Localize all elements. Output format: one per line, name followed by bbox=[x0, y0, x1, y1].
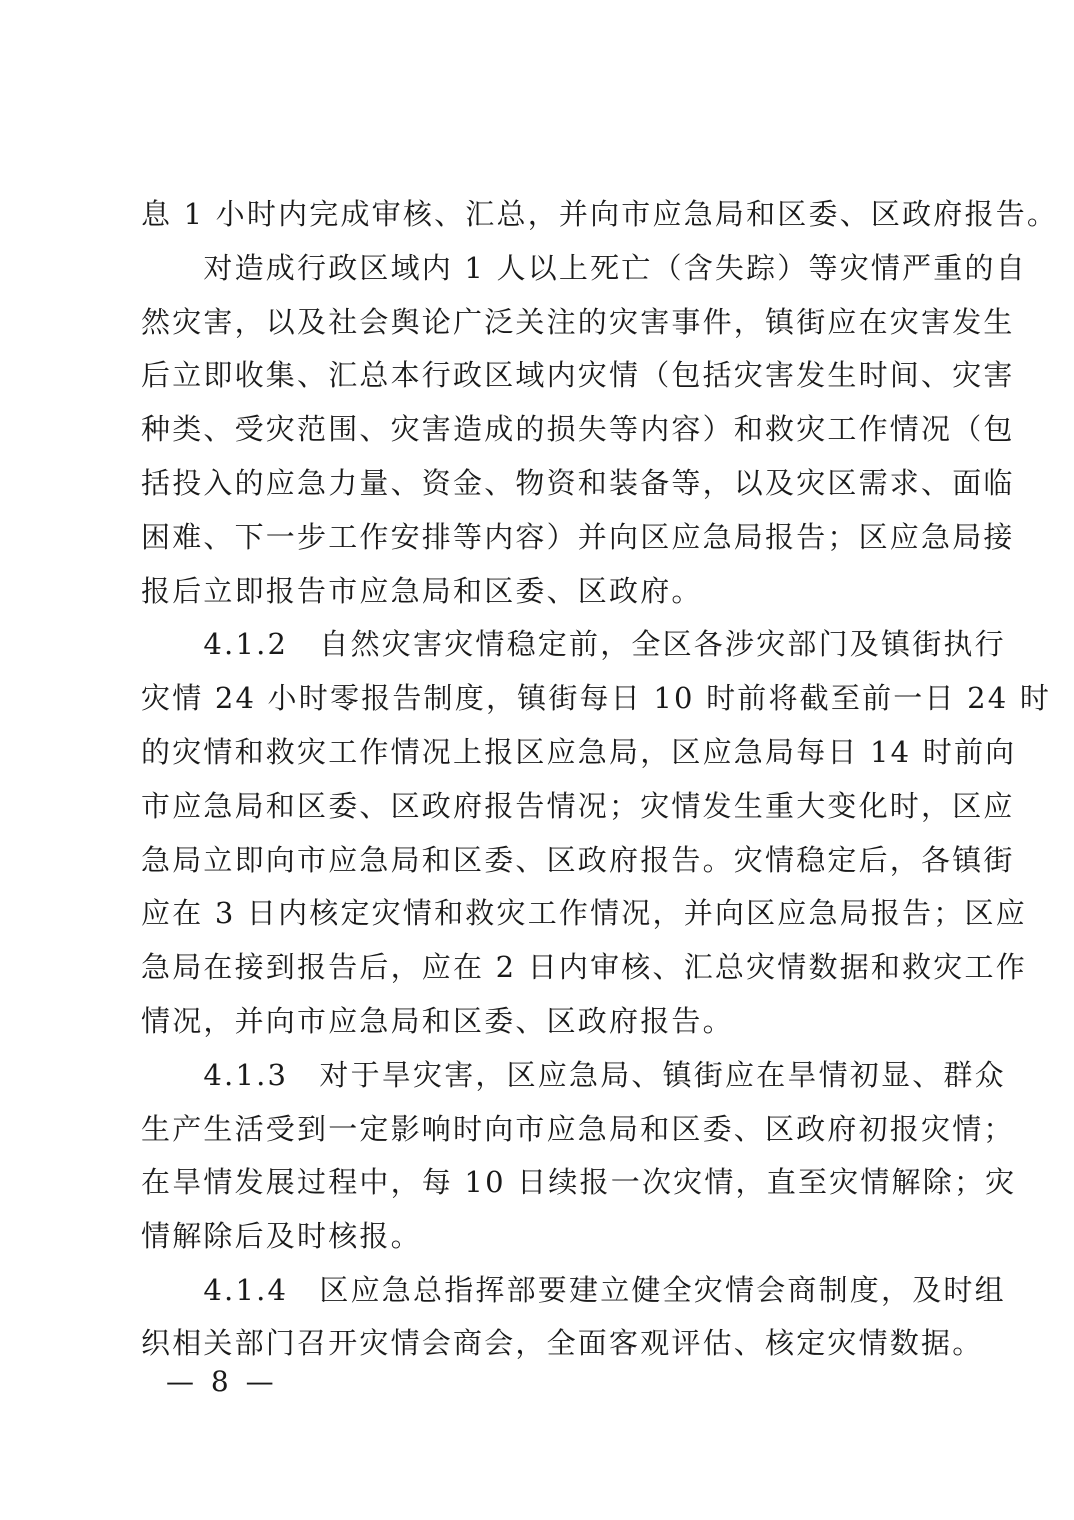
text-line: 情况，并向市应急局和区委、区政府报告。 bbox=[141, 1004, 734, 1038]
text-line: 4.1.2 自然灾害灾情稳定前，全区各涉灾部门及镇街执行 bbox=[141, 627, 1006, 661]
text-line: 4.1.3 对于旱灾害，区应急局、镇街应在旱情初显、群众 bbox=[141, 1058, 1006, 1092]
text-line: 然灾害，以及社会舆论广泛关注的灾害事件，镇街应在灾害发生 bbox=[141, 305, 1015, 339]
text-line: 报后立即报告市应急局和区委、区政府。 bbox=[141, 574, 703, 608]
text-line: 对造成行政区域内 1 人以上死亡（含失踪）等灾情严重的自 bbox=[141, 251, 1027, 285]
text-line: 在旱情发展过程中，每 10 日续报一次灾情，直至灾情解除；灾 bbox=[141, 1165, 1017, 1199]
text-line: 应在 3 日内核定灾情和救灾工作情况，并向区应急局报告；区应 bbox=[141, 896, 1027, 930]
text-line: 生产生活受到一定影响时向市应急局和区委、区政府初报灾情； bbox=[141, 1112, 1015, 1146]
text-line: 急局立即向市应急局和区委、区政府报告。灾情稳定后，各镇街 bbox=[141, 843, 1015, 877]
text-line: 急局在接到报告后，应在 2 日内审核、汇总灾情数据和救灾工作 bbox=[141, 950, 1027, 984]
text-line: 织相关部门召开灾情会商会，全面客观评估、核定灾情数据。 bbox=[141, 1326, 984, 1360]
text-line: 息 1 小时内完成审核、汇总，并向市应急局和区委、区政府报告。 bbox=[141, 197, 1059, 231]
text-line: 后立即收集、汇总本行政区域内灾情（包括灾害发生时间、灾害 bbox=[141, 358, 1015, 392]
text-line: 灾情 24 小时零报告制度，镇街每日 10 时前将截至前一日 24 时 bbox=[141, 681, 1052, 715]
text-line: 困难、下一步工作安排等内容）并向区应急局报告；区应急局接 bbox=[141, 520, 1015, 554]
text-line: 市应急局和区委、区政府报告情况；灾情发生重大变化时，区应 bbox=[141, 789, 1015, 823]
page-number: — 8 — bbox=[166, 1365, 278, 1398]
text-line: 括投入的应急力量、资金、物资和装备等，以及灾区需求、面临 bbox=[141, 466, 1015, 500]
text-line: 情解除后及时核报。 bbox=[141, 1219, 422, 1253]
text-line: 4.1.4 区应急总指挥部要建立健全灾情会商制度，及时组 bbox=[141, 1273, 1006, 1307]
text-line: 种类、受灾范围、灾害造成的损失等内容）和救灾工作情况（包 bbox=[141, 412, 1015, 446]
text-line: 的灾情和救灾工作情况上报区应急局，区应急局每日 14 时前向 bbox=[141, 735, 1017, 769]
